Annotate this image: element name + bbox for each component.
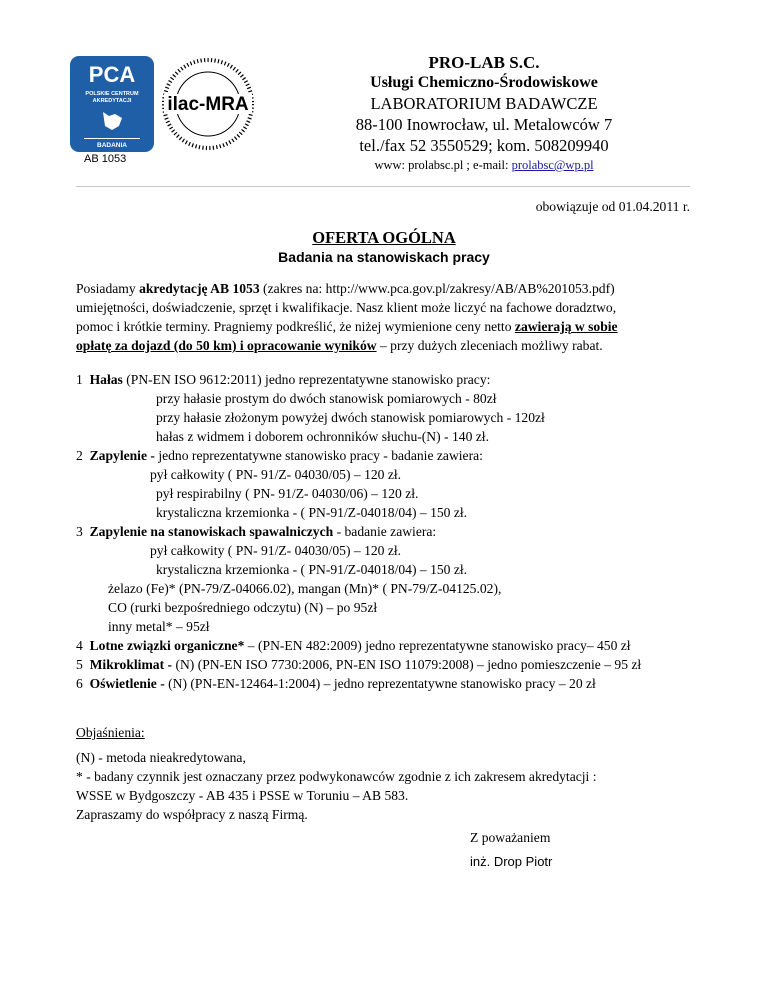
note-line: Zapraszamy do współpracy z naszą Firmą. bbox=[76, 807, 308, 822]
list-item-1: 1 Hałas (PN-EN ISO 9612:2011) jedno reprezentatywne stanowisko pracy: bbox=[76, 372, 491, 387]
list-item-2-sub: pył całkowity ( PN- 91/Z- 04030/05) – 120 zł. bbox=[150, 467, 402, 482]
ilac-mra-logo bbox=[160, 56, 256, 152]
pca-brand-text: PCA bbox=[88, 62, 136, 87]
list-item-2-sub: krystaliczna krzemionka - ( PN-91/Z-04018/04) – 150 zł. bbox=[156, 505, 468, 520]
lab-name: LABORATORIUM BADAWCZE bbox=[370, 94, 598, 113]
list-item-2: 2 Zapylenie - jedno reprezentatywne stanowisko pracy - badanie zawiera: bbox=[76, 448, 483, 463]
list-item-3-sub: krystaliczna krzemionka - ( PN-91/Z-04018/04) – 150 zł. bbox=[156, 562, 468, 577]
list-item-6: 6 Oświetlenie - (N) (PN-EN-12464-1:2004) – jedno reprezentatywne stanowisko pracy – 20 zł bbox=[76, 676, 596, 691]
intro-line-1: Posiadamy akredytację AB 1053 (zakres na: http://www.pca.gov.pl/zakresy/AB/AB%201053.pdf) bbox=[76, 281, 615, 296]
header-divider bbox=[76, 186, 690, 187]
list-item-1-sub: przy hałasie złożonym powyżej dwóch stanowisk pomiarowych - 120zł bbox=[156, 410, 545, 425]
list-item-3-sub: CO (rurki bezpośredniego odczytu) (N) – po 95zł bbox=[108, 600, 378, 615]
phone: tel./fax 52 3550529; kom. 508209940 bbox=[359, 136, 609, 155]
list-item-1-sub: hałas z widmem i doborem ochronników słuchu-(N) - 140 zł. bbox=[156, 429, 489, 444]
company-name: PRO-LAB S.C. bbox=[428, 53, 540, 72]
svg-text:BADANIA: BADANIA bbox=[97, 142, 127, 149]
note-line: * - badany czynnik jest oznaczany przez podwykonawców zgodnie z ich zakresem akredytacji : bbox=[76, 769, 597, 784]
notes-heading: Objaśnienia: bbox=[76, 725, 145, 740]
svg-text:AKREDYTACJI: AKREDYTACJI bbox=[92, 98, 132, 104]
ilac-mra-text: ilac-MRA bbox=[167, 94, 249, 115]
closing-greeting: Z poważaniem bbox=[470, 830, 551, 845]
list-item-1-sub: przy hałasie prostym do dwóch stanowisk pomiarowych - 80zł bbox=[156, 391, 497, 406]
list-item-2-sub: pył respirabilny ( PN- 91/Z- 04030/06) – 120 zł. bbox=[156, 486, 419, 501]
pca-logo bbox=[70, 56, 154, 152]
list-item-5: 5 Mikroklimat - (N) (PN-EN ISO 7730:2006, PN-EN ISO 11079:2008) – jedno pomieszczenie – 95 zł bbox=[76, 657, 642, 672]
intro-line-3: pomoc i krótkie terminy. Pragniemy podkreślić, że niżej wymienione ceny netto zawierają w sobie bbox=[76, 319, 618, 334]
svg-text:POLSKIE CENTRUM: POLSKIE CENTRUM bbox=[85, 91, 139, 97]
valid-from: obowiązuje od 01.04.2011 r. bbox=[535, 199, 690, 214]
note-line: WSSE w Bydgoszczy - AB 435 i PSSE w Toruniu – AB 583. bbox=[76, 788, 409, 803]
accreditation-number: AB 1053 bbox=[84, 153, 127, 165]
email-link[interactable]: prolabsc@wp.pl bbox=[511, 158, 594, 172]
list-item-3: 3 Zapylenie na stanowiskach spawalniczych - badanie zawiera: bbox=[76, 524, 437, 539]
address: 88-100 Inowrocław, ul. Metalowców 7 bbox=[355, 115, 613, 134]
company-tagline: Usługi Chemiczno-Środowiskowe bbox=[370, 74, 598, 91]
note-line: (N) - metoda nieakredytowana, bbox=[76, 750, 246, 765]
page-title: OFERTA OGÓLNA bbox=[312, 228, 456, 247]
intro-line-4: opłatę za dojazd (do 50 km) i opracowanie wyników – przy dużych zleceniach możliwy rabat. bbox=[76, 338, 603, 353]
list-item-3-sub: inny metal* – 95zł bbox=[108, 619, 210, 634]
web-email-line: www: prolabsc.pl ; e-mail: prolabsc@wp.pl bbox=[374, 158, 594, 172]
intro-line-2: umiejętności, doświadczenie, sprzęt i kwalifikacje. Nasz klient może liczyć na fachowe doradztwo, bbox=[76, 300, 617, 315]
list-item-3-sub: żelazo (Fe)* (PN-79/Z-04066.02), mangan (Mn)* ( PN-79/Z-04125.02), bbox=[108, 581, 502, 596]
list-item-4: 4 Lotne związki organiczne* – (PN-EN 482:2009) jedno reprezentatywne stanowisko pracy– 450 zł bbox=[76, 638, 631, 653]
signature: inż. Drop Piotr bbox=[470, 854, 553, 869]
page-subtitle: Badania na stanowiskach pracy bbox=[278, 249, 490, 265]
list-item-3-sub: pył całkowity ( PN- 91/Z- 04030/05) – 120 zł. bbox=[150, 543, 402, 558]
